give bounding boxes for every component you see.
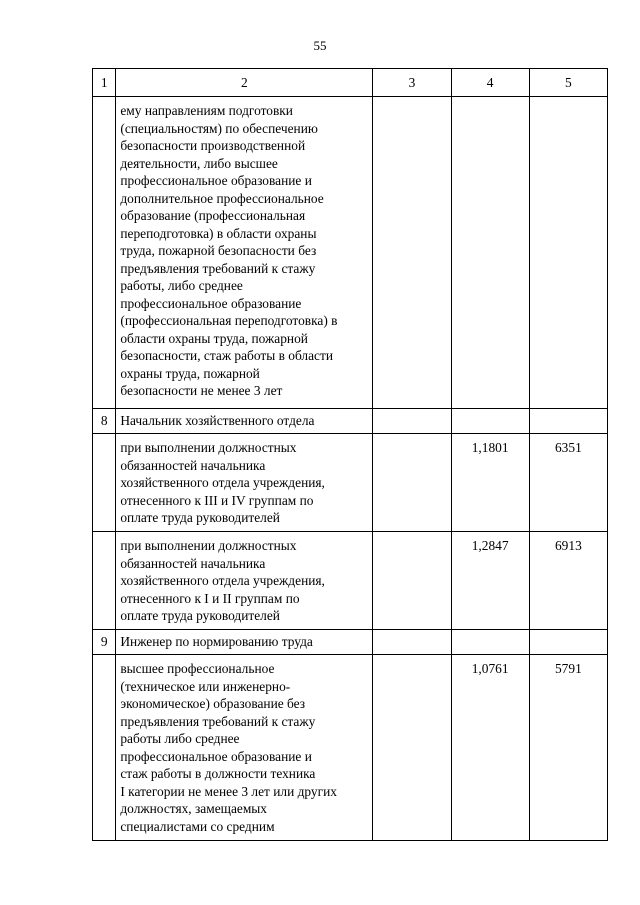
row-description-text: Начальник хозяйственного отдела: [120, 413, 315, 429]
header-cell-1: 1: [93, 69, 116, 97]
row-col3: [373, 434, 451, 532]
table-row: [93, 97, 608, 409]
row-salary: 5791: [529, 655, 607, 841]
row-number: [93, 532, 116, 630]
row-number: [93, 434, 116, 532]
row-description-text: высшее профессиональное (техническое или инженерно- экономическое) образование без предъявления требований к стажу работы либо среднее профессиональное образование и стаж работы в должности техника I категории не менее 3 лет или других должностях, замещаемых специалистами со средним: [120, 661, 337, 834]
page-number: 55: [313, 38, 327, 53]
row-col3: [373, 409, 451, 434]
row-number: [93, 655, 116, 841]
row-description: [116, 97, 373, 409]
row-description: [116, 655, 373, 841]
table-row: [93, 630, 608, 655]
row-number: 9: [93, 630, 116, 655]
header-cell-2: 2: [116, 69, 373, 97]
header-cell-5: 5: [529, 69, 607, 97]
row-coefficient: [451, 409, 529, 434]
salary-table: [92, 68, 608, 841]
table-row: [93, 434, 608, 532]
row-salary: [529, 409, 607, 434]
table-row: [93, 655, 608, 841]
row-col3: [373, 97, 451, 409]
row-description: [116, 630, 373, 655]
table-header-row: [93, 69, 608, 97]
row-salary: 6351: [529, 434, 607, 532]
row-description: [116, 434, 373, 532]
row-coefficient: [451, 97, 529, 409]
row-coefficient: 1,1801: [451, 434, 529, 532]
row-coefficient: [451, 630, 529, 655]
row-salary: 6913: [529, 532, 607, 630]
row-coefficient: 1,0761: [451, 655, 529, 841]
row-number: [93, 97, 116, 409]
row-salary: [529, 630, 607, 655]
row-description-text: при выполнении должностных обязанностей начальника хозяйственного отдела учреждения, отнесенного к I и II группам по оплате труда руководителей: [120, 538, 325, 623]
row-number: 8: [93, 409, 116, 434]
row-description: [116, 409, 373, 434]
row-col3: [373, 630, 451, 655]
header-cell-4: 4: [451, 69, 529, 97]
row-salary: [529, 97, 607, 409]
row-description-text: ему направлениям подготовки (специальностям) по обеспечению безопасности производственной деятельности, либо высшее профессиональное образование и дополнительное профессиональное образование (профессиональная переподготовка) в области охраны труда, пожарной безопасности без предъявления требований к стажу работы, либо среднее профессиональное образование (профессиональная переподготовка) в области охраны труда, пожарной безопасности, стаж работы в области охраны труда, пожарной безопасности не менее 3 лет: [120, 103, 338, 398]
row-description-text: при выполнении должностных обязанностей начальника хозяйственного отдела учреждения, отнесенного к III и IV группам по оплате труда руководителей: [120, 440, 325, 525]
table-row: [93, 532, 608, 630]
row-coefficient: 1,2847: [451, 532, 529, 630]
row-description-text: Инженер по нормированию труда: [120, 634, 313, 650]
row-description: [116, 532, 373, 630]
table-row: [93, 409, 608, 434]
row-col3: [373, 532, 451, 630]
row-col3: [373, 655, 451, 841]
header-cell-3: 3: [373, 69, 451, 97]
